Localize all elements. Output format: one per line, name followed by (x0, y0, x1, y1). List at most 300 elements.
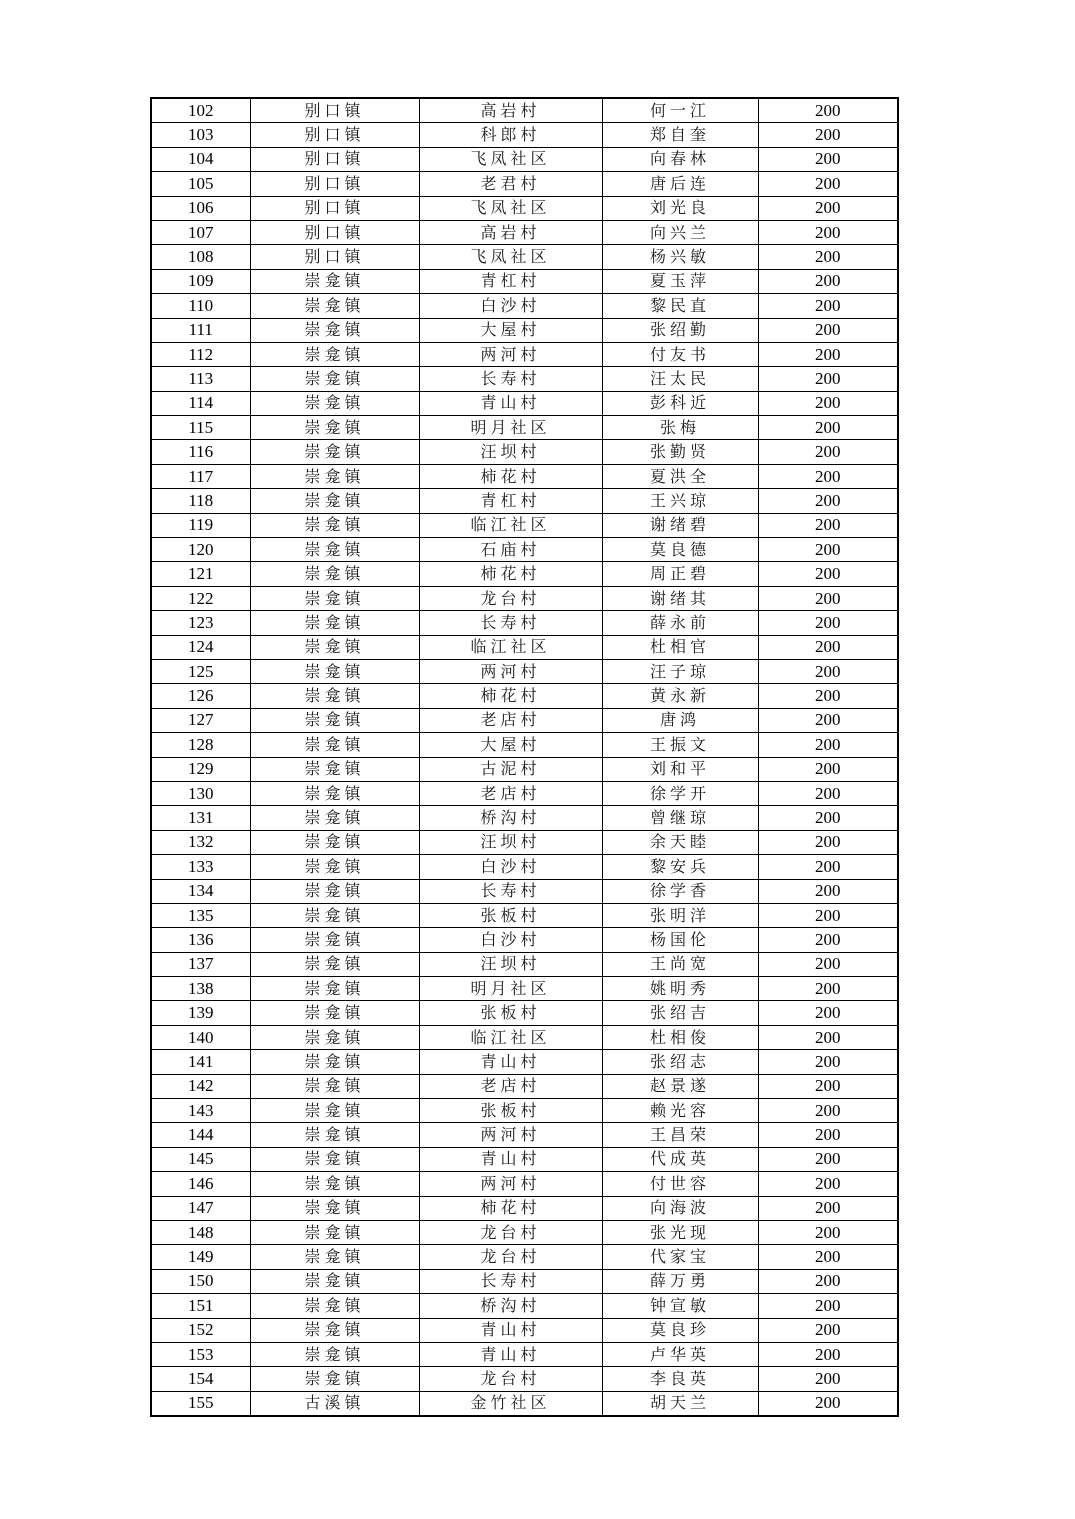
town-cell: 崇龛镇 (250, 269, 419, 293)
table-row (151, 806, 898, 830)
serial-number-cell: 139 (151, 1001, 250, 1025)
table-row (151, 440, 898, 464)
table-row (151, 489, 898, 513)
table-row (151, 220, 898, 244)
village-cell: 青杠村 (419, 269, 602, 293)
table-row (151, 635, 898, 659)
town-cell: 崇龛镇 (250, 635, 419, 659)
name-cell: 卢华英 (602, 1342, 758, 1366)
town-cell: 崇龛镇 (250, 416, 419, 440)
table-row (151, 1074, 898, 1098)
village-cell: 飞凤社区 (419, 245, 602, 269)
town-cell: 崇龛镇 (250, 903, 419, 927)
amount-cell: 200 (758, 806, 898, 830)
table-row (151, 708, 898, 732)
table-row (151, 1147, 898, 1171)
village-cell: 长寿村 (419, 879, 602, 903)
name-cell: 杜相官 (602, 635, 758, 659)
serial-number-cell: 107 (151, 220, 250, 244)
subsidy-list-table (150, 97, 899, 1417)
village-cell: 青山村 (419, 391, 602, 415)
amount-cell: 200 (758, 147, 898, 171)
village-cell: 高岩村 (419, 220, 602, 244)
amount-cell: 200 (758, 1367, 898, 1391)
serial-number-cell: 129 (151, 757, 250, 781)
amount-cell: 200 (758, 562, 898, 586)
name-cell: 王兴琼 (602, 489, 758, 513)
name-cell: 薛永前 (602, 611, 758, 635)
amount-cell: 200 (758, 1123, 898, 1147)
amount-cell: 200 (758, 1050, 898, 1074)
village-cell: 桥沟村 (419, 806, 602, 830)
name-cell: 王振文 (602, 733, 758, 757)
table-row (151, 1196, 898, 1220)
village-cell: 青山村 (419, 1342, 602, 1366)
name-cell: 唐后连 (602, 172, 758, 196)
village-cell: 白沙村 (419, 855, 602, 879)
amount-cell: 200 (758, 1269, 898, 1293)
serial-number-cell: 122 (151, 586, 250, 610)
village-cell: 汪坝村 (419, 952, 602, 976)
serial-number-cell: 124 (151, 635, 250, 659)
amount-cell: 200 (758, 659, 898, 683)
name-cell: 张光现 (602, 1220, 758, 1244)
village-cell: 汪坝村 (419, 440, 602, 464)
name-cell: 郑自奎 (602, 123, 758, 147)
name-cell: 薛万勇 (602, 1269, 758, 1293)
name-cell: 黄永新 (602, 684, 758, 708)
amount-cell: 200 (758, 1074, 898, 1098)
town-cell: 崇龛镇 (250, 1123, 419, 1147)
name-cell: 张明洋 (602, 903, 758, 927)
amount-cell: 200 (758, 1294, 898, 1318)
town-cell: 别口镇 (250, 172, 419, 196)
village-cell: 大屋村 (419, 318, 602, 342)
amount-cell: 200 (758, 586, 898, 610)
town-cell: 崇龛镇 (250, 586, 419, 610)
amount-cell: 200 (758, 1342, 898, 1366)
name-cell: 杨国伦 (602, 928, 758, 952)
table-row (151, 342, 898, 366)
amount-cell: 200 (758, 1099, 898, 1123)
amount-cell: 200 (758, 342, 898, 366)
town-cell: 崇龛镇 (250, 684, 419, 708)
town-cell: 崇龛镇 (250, 952, 419, 976)
table-row (151, 977, 898, 1001)
table-row (151, 952, 898, 976)
village-cell: 科郎村 (419, 123, 602, 147)
serial-number-cell: 109 (151, 269, 250, 293)
serial-number-cell: 126 (151, 684, 250, 708)
serial-number-cell: 108 (151, 245, 250, 269)
serial-number-cell: 103 (151, 123, 250, 147)
serial-number-cell: 127 (151, 708, 250, 732)
amount-cell: 200 (758, 172, 898, 196)
serial-number-cell: 146 (151, 1172, 250, 1196)
town-cell: 崇龛镇 (250, 757, 419, 781)
amount-cell: 200 (758, 1025, 898, 1049)
name-cell: 王尚宽 (602, 952, 758, 976)
name-cell: 黎民直 (602, 294, 758, 318)
name-cell: 徐学香 (602, 879, 758, 903)
serial-number-cell: 119 (151, 513, 250, 537)
table-row (151, 172, 898, 196)
serial-number-cell: 123 (151, 611, 250, 635)
table-row (151, 928, 898, 952)
serial-number-cell: 134 (151, 879, 250, 903)
town-cell: 崇龛镇 (250, 1172, 419, 1196)
town-cell: 崇龛镇 (250, 1294, 419, 1318)
name-cell: 汪子琼 (602, 659, 758, 683)
amount-cell: 200 (758, 123, 898, 147)
town-cell: 崇龛镇 (250, 1050, 419, 1074)
village-cell: 临江社区 (419, 1025, 602, 1049)
village-cell: 张板村 (419, 1001, 602, 1025)
table-row (151, 318, 898, 342)
serial-number-cell: 132 (151, 830, 250, 854)
amount-cell: 200 (758, 464, 898, 488)
name-cell: 何一江 (602, 98, 758, 123)
village-cell: 两河村 (419, 1172, 602, 1196)
serial-number-cell: 113 (151, 367, 250, 391)
name-cell: 付友书 (602, 342, 758, 366)
town-cell: 崇龛镇 (250, 513, 419, 537)
table-row (151, 1294, 898, 1318)
serial-number-cell: 154 (151, 1367, 250, 1391)
amount-cell: 200 (758, 489, 898, 513)
name-cell: 彭科近 (602, 391, 758, 415)
town-cell: 崇龛镇 (250, 879, 419, 903)
amount-cell: 200 (758, 1196, 898, 1220)
serial-number-cell: 145 (151, 1147, 250, 1171)
amount-cell: 200 (758, 635, 898, 659)
town-cell: 别口镇 (250, 98, 419, 123)
village-cell: 白沙村 (419, 294, 602, 318)
town-cell: 崇龛镇 (250, 1269, 419, 1293)
table-row (151, 830, 898, 854)
table-row (151, 1220, 898, 1244)
table-row (151, 562, 898, 586)
serial-number-cell: 137 (151, 952, 250, 976)
village-cell: 老店村 (419, 708, 602, 732)
amount-cell: 200 (758, 294, 898, 318)
amount-cell: 200 (758, 416, 898, 440)
serial-number-cell: 136 (151, 928, 250, 952)
village-cell: 白沙村 (419, 928, 602, 952)
table-row (151, 855, 898, 879)
town-cell: 崇龛镇 (250, 367, 419, 391)
name-cell: 刘和平 (602, 757, 758, 781)
name-cell: 向海波 (602, 1196, 758, 1220)
name-cell: 杜相俊 (602, 1025, 758, 1049)
village-cell: 临江社区 (419, 513, 602, 537)
name-cell: 姚明秀 (602, 977, 758, 1001)
table-row (151, 391, 898, 415)
amount-cell: 200 (758, 98, 898, 123)
village-cell: 老店村 (419, 1074, 602, 1098)
village-cell: 高岩村 (419, 98, 602, 123)
town-cell: 崇龛镇 (250, 1318, 419, 1342)
name-cell: 刘光良 (602, 196, 758, 220)
serial-number-cell: 151 (151, 1294, 250, 1318)
town-cell: 崇龛镇 (250, 928, 419, 952)
amount-cell: 200 (758, 903, 898, 927)
table-row (151, 1172, 898, 1196)
amount-cell: 200 (758, 513, 898, 537)
town-cell: 崇龛镇 (250, 708, 419, 732)
name-cell: 夏洪全 (602, 464, 758, 488)
village-cell: 明月社区 (419, 977, 602, 1001)
table-row (151, 538, 898, 562)
name-cell: 张勤贤 (602, 440, 758, 464)
serial-number-cell: 131 (151, 806, 250, 830)
village-cell: 老店村 (419, 781, 602, 805)
name-cell: 曾继琼 (602, 806, 758, 830)
village-cell: 金竹社区 (419, 1391, 602, 1416)
table-row (151, 367, 898, 391)
village-cell: 长寿村 (419, 611, 602, 635)
serial-number-cell: 147 (151, 1196, 250, 1220)
table-row (151, 245, 898, 269)
serial-number-cell: 149 (151, 1245, 250, 1269)
village-cell: 龙台村 (419, 1220, 602, 1244)
name-cell: 向兴兰 (602, 220, 758, 244)
table-row (151, 903, 898, 927)
table-row (151, 1123, 898, 1147)
serial-number-cell: 112 (151, 342, 250, 366)
table-row (151, 733, 898, 757)
name-cell: 余天睦 (602, 830, 758, 854)
table-row (151, 1367, 898, 1391)
table-row (151, 1050, 898, 1074)
amount-cell: 200 (758, 269, 898, 293)
name-cell: 赖光容 (602, 1099, 758, 1123)
name-cell: 代成英 (602, 1147, 758, 1171)
village-cell: 龙台村 (419, 1245, 602, 1269)
serial-number-cell: 155 (151, 1391, 250, 1416)
town-cell: 崇龛镇 (250, 855, 419, 879)
serial-number-cell: 135 (151, 903, 250, 927)
village-cell: 青杠村 (419, 489, 602, 513)
table-row (151, 757, 898, 781)
table-body (151, 98, 898, 1416)
town-cell: 崇龛镇 (250, 830, 419, 854)
name-cell: 谢绪其 (602, 586, 758, 610)
village-cell: 古泥村 (419, 757, 602, 781)
serial-number-cell: 148 (151, 1220, 250, 1244)
table-row (151, 659, 898, 683)
table-row (151, 147, 898, 171)
amount-cell: 200 (758, 928, 898, 952)
name-cell: 胡天兰 (602, 1391, 758, 1416)
serial-number-cell: 120 (151, 538, 250, 562)
town-cell: 崇龛镇 (250, 318, 419, 342)
name-cell: 莫良德 (602, 538, 758, 562)
name-cell: 夏玉萍 (602, 269, 758, 293)
serial-number-cell: 125 (151, 659, 250, 683)
town-cell: 崇龛镇 (250, 391, 419, 415)
serial-number-cell: 153 (151, 1342, 250, 1366)
village-cell: 老君村 (419, 172, 602, 196)
town-cell: 崇龛镇 (250, 733, 419, 757)
amount-cell: 200 (758, 538, 898, 562)
amount-cell: 200 (758, 1147, 898, 1171)
name-cell: 钟宣敏 (602, 1294, 758, 1318)
town-cell: 古溪镇 (250, 1391, 419, 1416)
town-cell: 崇龛镇 (250, 562, 419, 586)
serial-number-cell: 133 (151, 855, 250, 879)
village-cell: 青山村 (419, 1050, 602, 1074)
serial-number-cell: 150 (151, 1269, 250, 1293)
town-cell: 崇龛镇 (250, 611, 419, 635)
town-cell: 崇龛镇 (250, 1099, 419, 1123)
village-cell: 柿花村 (419, 464, 602, 488)
name-cell: 赵景遂 (602, 1074, 758, 1098)
town-cell: 崇龛镇 (250, 1245, 419, 1269)
amount-cell: 200 (758, 1245, 898, 1269)
village-cell: 柿花村 (419, 1196, 602, 1220)
table-row (151, 513, 898, 537)
town-cell: 别口镇 (250, 196, 419, 220)
serial-number-cell: 141 (151, 1050, 250, 1074)
serial-number-cell: 140 (151, 1025, 250, 1049)
town-cell: 崇龛镇 (250, 1147, 419, 1171)
table-row (151, 586, 898, 610)
amount-cell: 200 (758, 318, 898, 342)
amount-cell: 200 (758, 196, 898, 220)
serial-number-cell: 121 (151, 562, 250, 586)
village-cell: 张板村 (419, 903, 602, 927)
town-cell: 崇龛镇 (250, 538, 419, 562)
town-cell: 崇龛镇 (250, 781, 419, 805)
town-cell: 崇龛镇 (250, 440, 419, 464)
name-cell: 张梅 (602, 416, 758, 440)
amount-cell: 200 (758, 879, 898, 903)
serial-number-cell: 114 (151, 391, 250, 415)
village-cell: 张板村 (419, 1099, 602, 1123)
village-cell: 长寿村 (419, 367, 602, 391)
town-cell: 别口镇 (250, 147, 419, 171)
village-cell: 柿花村 (419, 684, 602, 708)
amount-cell: 200 (758, 1318, 898, 1342)
town-cell: 崇龛镇 (250, 342, 419, 366)
amount-cell: 200 (758, 855, 898, 879)
town-cell: 崇龛镇 (250, 1220, 419, 1244)
table-row (151, 1269, 898, 1293)
table-row (151, 269, 898, 293)
name-cell: 付世容 (602, 1172, 758, 1196)
name-cell: 周正碧 (602, 562, 758, 586)
town-cell: 崇龛镇 (250, 489, 419, 513)
village-cell: 石庙村 (419, 538, 602, 562)
amount-cell: 200 (758, 367, 898, 391)
village-cell: 飞凤社区 (419, 147, 602, 171)
table-row (151, 1318, 898, 1342)
amount-cell: 200 (758, 781, 898, 805)
town-cell: 崇龛镇 (250, 1367, 419, 1391)
village-cell: 桥沟村 (419, 1294, 602, 1318)
amount-cell: 200 (758, 1172, 898, 1196)
village-cell: 长寿村 (419, 1269, 602, 1293)
town-cell: 崇龛镇 (250, 1025, 419, 1049)
serial-number-cell: 144 (151, 1123, 250, 1147)
amount-cell: 200 (758, 757, 898, 781)
village-cell: 龙台村 (419, 586, 602, 610)
village-cell: 汪坝村 (419, 830, 602, 854)
village-cell: 青山村 (419, 1147, 602, 1171)
village-cell: 两河村 (419, 342, 602, 366)
table-row (151, 1342, 898, 1366)
serial-number-cell: 130 (151, 781, 250, 805)
amount-cell: 200 (758, 733, 898, 757)
village-cell: 两河村 (419, 659, 602, 683)
name-cell: 代家宝 (602, 1245, 758, 1269)
serial-number-cell: 117 (151, 464, 250, 488)
table-row (151, 879, 898, 903)
town-cell: 崇龛镇 (250, 806, 419, 830)
village-cell: 飞凤社区 (419, 196, 602, 220)
amount-cell: 200 (758, 684, 898, 708)
name-cell: 汪太民 (602, 367, 758, 391)
town-cell: 崇龛镇 (250, 659, 419, 683)
name-cell: 莫良珍 (602, 1318, 758, 1342)
village-cell: 大屋村 (419, 733, 602, 757)
table-row (151, 1025, 898, 1049)
name-cell: 张绍勤 (602, 318, 758, 342)
table-row (151, 1391, 898, 1416)
village-cell: 柿花村 (419, 562, 602, 586)
serial-number-cell: 143 (151, 1099, 250, 1123)
name-cell: 王昌荣 (602, 1123, 758, 1147)
amount-cell: 200 (758, 830, 898, 854)
serial-number-cell: 106 (151, 196, 250, 220)
amount-cell: 200 (758, 245, 898, 269)
table-row (151, 464, 898, 488)
name-cell: 杨兴敏 (602, 245, 758, 269)
village-cell: 龙台村 (419, 1367, 602, 1391)
amount-cell: 200 (758, 220, 898, 244)
serial-number-cell: 138 (151, 977, 250, 1001)
town-cell: 别口镇 (250, 245, 419, 269)
amount-cell: 200 (758, 708, 898, 732)
name-cell: 向春林 (602, 147, 758, 171)
serial-number-cell: 104 (151, 147, 250, 171)
town-cell: 别口镇 (250, 123, 419, 147)
town-cell: 崇龛镇 (250, 294, 419, 318)
name-cell: 李良英 (602, 1367, 758, 1391)
amount-cell: 200 (758, 952, 898, 976)
serial-number-cell: 111 (151, 318, 250, 342)
amount-cell: 200 (758, 977, 898, 1001)
village-cell: 两河村 (419, 1123, 602, 1147)
table-row (151, 1245, 898, 1269)
town-cell: 崇龛镇 (250, 1196, 419, 1220)
village-cell: 明月社区 (419, 416, 602, 440)
name-cell: 黎安兵 (602, 855, 758, 879)
table-row (151, 781, 898, 805)
town-cell: 崇龛镇 (250, 464, 419, 488)
amount-cell: 200 (758, 611, 898, 635)
name-cell: 谢绪碧 (602, 513, 758, 537)
table-row (151, 1099, 898, 1123)
table-row (151, 123, 898, 147)
town-cell: 崇龛镇 (250, 1001, 419, 1025)
town-cell: 崇龛镇 (250, 977, 419, 1001)
serial-number-cell: 102 (151, 98, 250, 123)
amount-cell: 200 (758, 391, 898, 415)
village-cell: 临江社区 (419, 635, 602, 659)
table-row (151, 98, 898, 123)
